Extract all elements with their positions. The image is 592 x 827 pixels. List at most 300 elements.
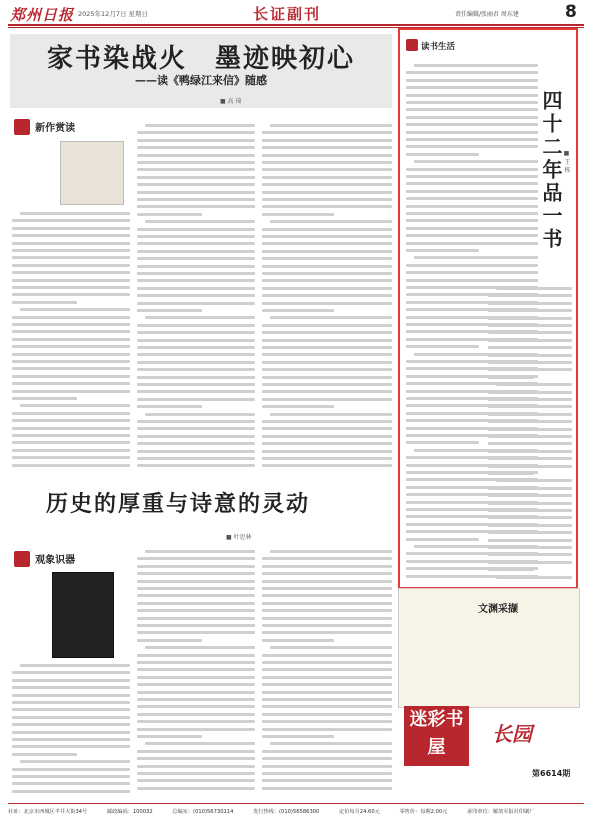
text-line [262,624,392,627]
text-line [262,787,392,790]
text-line [12,708,130,711]
text-line [137,594,255,597]
text-line [137,139,255,142]
text-line [12,301,77,304]
text-line [262,390,392,393]
text-line [488,294,572,297]
text-line [137,272,255,275]
text-line [488,457,572,460]
text-line [488,339,572,342]
section2-label-wrap [14,548,75,567]
text-line [12,790,130,793]
text-line [488,435,572,438]
text-line [262,405,334,408]
text-line [12,419,130,422]
feature-subtitle: ——读《鸭绿江来信》随感 [135,74,267,87]
text-line [262,691,392,694]
text-line [270,316,392,319]
text-line [262,139,392,142]
text-line [12,382,130,385]
text-line [488,524,572,527]
text-line [137,353,255,356]
text-line [262,272,392,275]
text-line [262,228,392,231]
text-line [137,698,255,701]
text-line [262,309,334,312]
page-number: 8 [565,2,577,22]
text-line [488,509,572,512]
camo-bookstore-seal [404,706,469,766]
text-line [12,242,130,245]
footer-printer: 承印单位：解放军报社印刷厂 [467,809,535,815]
text-line [137,757,255,760]
text-line [262,376,392,379]
text-line [262,765,392,768]
text-line [137,154,255,157]
text-line [488,324,572,327]
text-line [488,361,572,364]
text-line [137,368,255,371]
text-line [137,735,202,738]
text-line [137,191,255,194]
feature-title: 家书染战火 墨迹映初心 [46,44,355,74]
text-line [137,457,255,460]
text-line [137,279,255,282]
text-line [12,434,130,437]
text-line [12,745,130,748]
text-line [496,287,572,290]
text-line [406,249,479,252]
text-line [12,279,130,282]
text-line [145,550,255,553]
section2-column-1 [12,662,130,797]
text-line [12,249,130,252]
text-line [406,168,538,171]
text-line [262,464,392,467]
text-line [137,691,255,694]
text-line [262,183,392,186]
text-line [12,731,130,734]
text-line [406,123,538,126]
text-line [488,516,572,519]
text-line [262,750,392,753]
text-line [262,587,392,590]
section2-column-3 [262,548,392,797]
text-line [137,580,255,583]
text-line [137,631,255,634]
book-cover-image [60,141,124,205]
text-line [137,161,255,164]
footer-distribution: 发行热线：(010)56586300 [253,809,320,815]
text-line [406,175,538,178]
text-line [496,479,572,482]
text-line [488,472,534,475]
text-line [262,580,392,583]
text-line [20,760,130,763]
text-line [406,279,538,282]
text-line [488,531,572,534]
text-line [20,212,130,215]
text-line [270,124,392,127]
text-line [137,346,255,349]
section-title: 长证副刊 [253,5,322,23]
text-line [488,502,572,505]
text-line [406,234,538,237]
footer-ad-cert: 定价每月24.60元 [339,809,380,815]
section2-byline: ■ 叶思林 [226,534,252,541]
text-line [262,294,392,297]
text-line [414,160,538,163]
text-line [488,413,572,416]
text-line [137,331,255,334]
text-line [262,442,392,445]
text-line [488,354,572,357]
text-line [406,205,538,208]
text-line [137,183,255,186]
text-line [137,302,255,305]
text-line [406,264,538,267]
text-line [137,728,255,731]
text-line [12,753,77,756]
text-line [12,464,130,467]
text-line [12,360,130,363]
footer-postcode: 邮政编码：100032 [106,809,153,815]
text-line [262,594,392,597]
text-line [262,368,392,371]
text-line [262,191,392,194]
text-line [137,587,255,590]
text-line [12,701,130,704]
text-line [262,205,392,208]
text-line [145,646,255,649]
text-line [12,397,77,400]
text-line [488,539,572,542]
reading-life-author: ■ 王 栋 [563,150,570,173]
text-line [12,427,130,430]
text-line [137,765,255,768]
text-line [262,339,392,342]
text-line [262,698,392,701]
text-line [137,565,255,568]
text-line [137,242,255,245]
text-line [137,779,255,782]
text-line [137,772,255,775]
text-line [12,286,130,289]
text-line [270,742,392,745]
text-line [137,676,255,679]
text-line [137,720,255,723]
text-line [406,145,538,148]
text-line [12,775,130,778]
text-line [406,116,538,119]
text-line [12,768,130,771]
text-line [137,624,255,627]
text-line [262,639,334,642]
text-line [270,413,392,416]
book-icon [406,39,418,51]
text-line [145,220,255,223]
text-line [262,146,392,149]
new-book-label-wrap [14,116,75,135]
text-line [12,293,130,296]
text-line [12,345,130,348]
text-line [12,716,130,719]
text-line [406,441,479,444]
text-line [12,338,130,341]
text-line [12,723,130,726]
text-line [137,713,255,716]
text-line [488,442,572,445]
text-line [262,161,392,164]
text-line [262,383,392,386]
section2-title: 历史的厚重与诗意的灵动 [46,491,311,517]
text-line [262,257,392,260]
issue-date: 2025年12月7日 星期日 [78,10,149,18]
text-line [137,213,202,216]
text-line [270,220,392,223]
text-line [406,190,538,193]
text-line [406,131,538,134]
text-line [12,694,130,697]
text-line [262,154,392,157]
text-line [20,404,130,407]
text-line [270,550,392,553]
text-line [262,676,392,679]
text-line [12,330,130,333]
text-line [137,661,255,664]
text-line [137,398,255,401]
text-line [137,198,255,201]
text-line [12,219,130,222]
text-line [137,250,255,253]
feature-column-2 [137,122,255,475]
text-line [262,398,392,401]
text-line [262,279,392,282]
text-line [488,405,572,408]
text-line [12,738,130,741]
text-line [262,631,392,634]
text-line [137,750,255,753]
feature-byline: ■ 高 琦 [220,98,242,105]
text-line [496,576,572,579]
text-line [12,686,130,689]
text-line [406,153,479,156]
text-line [145,316,255,319]
text-line [12,316,130,319]
text-line [262,661,392,664]
text-line [262,728,392,731]
text-line [262,435,392,438]
text-line [137,228,255,231]
text-line [488,465,572,468]
text-line [262,772,392,775]
text-line [414,64,538,67]
text-line [262,198,392,201]
text-line [488,487,572,490]
text-line [12,449,130,452]
reading-life-column-2 [488,285,572,582]
text-line [137,609,255,612]
header-divider [8,24,584,26]
text-line [137,683,255,686]
text-line [262,131,392,134]
book-icon [14,119,30,135]
text-line [262,735,334,738]
literature-picks-title: 文渊采撷 [478,604,518,615]
text-line [137,705,255,708]
text-line [406,138,538,141]
text-line [137,435,255,438]
text-line [262,779,392,782]
text-line [262,302,392,305]
text-line [12,234,130,237]
footer-phone: 总编室：(010)56730114 [172,809,234,815]
text-line [262,427,392,430]
text-line [262,757,392,760]
editor-credit: 责任编辑/张丽君 周东建 [455,11,519,18]
text-line [262,683,392,686]
text-line [406,538,479,541]
text-line [488,376,534,379]
text-line [262,654,392,657]
text-line [406,79,538,82]
book-icon [14,551,30,567]
text-line [488,420,572,423]
text-line [12,441,130,444]
text-line [12,323,130,326]
text-line [137,464,255,467]
text-line [137,146,255,149]
new-book-label: 新作赏读 [35,123,76,134]
text-line [406,212,538,215]
text-line [12,353,130,356]
text-line [12,271,130,274]
text-line [20,664,130,667]
text-line [137,205,255,208]
text-line [262,176,392,179]
text-line [145,124,255,127]
text-line [262,572,392,575]
text-line [137,361,255,364]
text-line [262,565,392,568]
text-line [137,235,255,238]
text-line [137,376,255,379]
text-line [137,557,255,560]
text-line [262,617,392,620]
text-line [262,361,392,364]
text-line [262,420,392,423]
text-line [496,383,572,386]
text-line [406,227,538,230]
text-line [262,242,392,245]
text-line [262,168,392,171]
text-line [262,450,392,453]
text-line [137,265,255,268]
text-line [262,353,392,356]
text-line [137,390,255,393]
text-line [137,654,255,657]
text-line [137,176,255,179]
text-line [488,553,572,556]
brand-mark: 长园 [492,722,532,746]
text-line [137,309,202,312]
text-line [262,346,392,349]
text-line [12,782,130,785]
text-line [12,679,130,682]
text-line [262,720,392,723]
text-line [406,182,538,185]
text-line [137,383,255,386]
feature-column-1 [12,210,130,475]
text-line [262,713,392,716]
text-line [12,671,130,674]
text-line [488,398,572,401]
text-line [137,168,255,171]
text-line [12,256,130,259]
text-line [12,456,130,459]
reading-life-title: 四十二年品一书 [539,90,563,251]
text-line [12,227,130,230]
text-line [262,331,392,334]
text-line [406,197,538,200]
footer-info [8,808,584,815]
text-line [12,264,130,267]
text-line [488,391,572,394]
text-line [270,646,392,649]
text-line [137,787,255,790]
text-line [406,345,479,348]
text-line [262,609,392,612]
text-line [12,367,130,370]
text-line [262,287,392,290]
text-line [145,413,255,416]
text-line [406,94,538,97]
text-line [137,668,255,671]
text-line [137,572,255,575]
text-line [262,265,392,268]
text-line [137,405,202,408]
text-line [12,375,130,378]
text-line [262,602,392,605]
text-line [137,617,255,620]
text-line [137,257,255,260]
text-line [137,339,255,342]
newspaper-logo: 郑州日报 [10,6,75,24]
text-line [406,219,538,222]
text-line [406,108,538,111]
text-line [145,742,255,745]
text-line [488,331,572,334]
text-line [137,420,255,423]
footer-price: 零售价：每期2.00元 [399,809,448,815]
text-line [488,317,572,320]
text-line [488,346,572,349]
section2-label: 观象识器 [35,555,76,566]
text-line [488,546,572,549]
text-line [262,668,392,671]
text-line [488,450,572,453]
text-line [262,213,334,216]
text-line [12,390,130,393]
text-line [262,250,392,253]
text-line [137,287,255,290]
text-line [20,308,130,311]
text-line [488,494,572,497]
footer-address: 社址：北京市西城区半井大街34号 [8,809,88,815]
text-line [488,561,572,564]
text-line [488,568,534,571]
issue-number: 第6614期 [532,769,571,778]
